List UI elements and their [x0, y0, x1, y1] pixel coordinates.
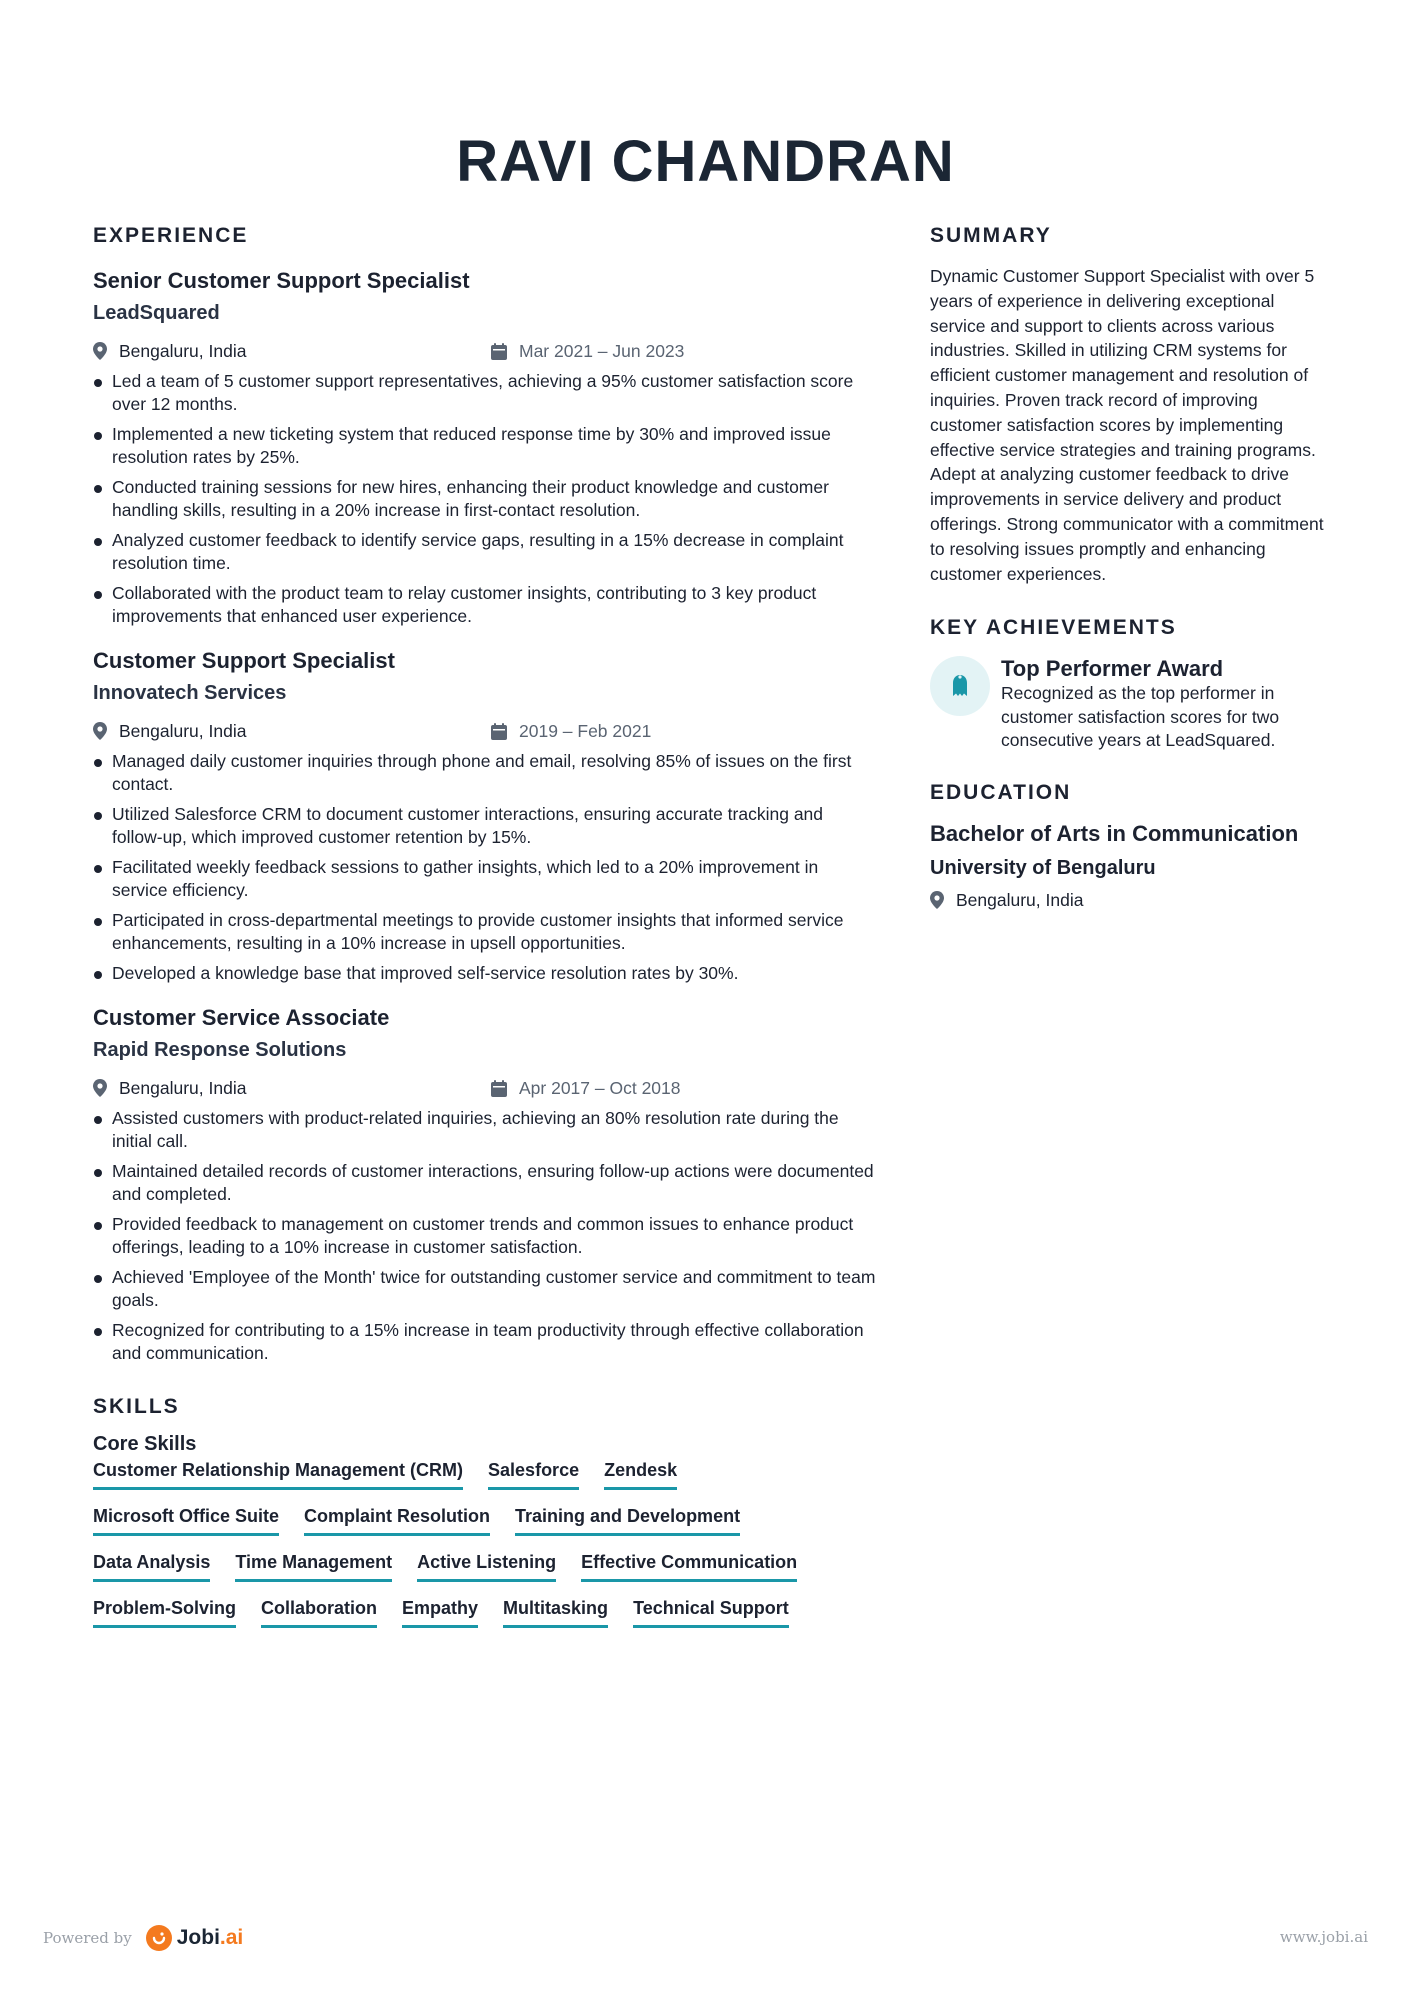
job-dates-text: Mar 2021 – Jun 2023 — [519, 340, 685, 361]
achievements-heading: KEY ACHIEVEMENTS — [930, 616, 1177, 640]
job-location — [93, 721, 491, 742]
job-company: LeadSquared — [93, 302, 220, 324]
job-title: Customer Support Specialist — [93, 648, 395, 673]
job-bullet: Maintained detailed records of customer interactions, ensuring follow-up actions were documented and completed. — [93, 1160, 878, 1206]
calendar-icon — [491, 343, 507, 360]
education-section — [930, 781, 1330, 911]
skill-tag: Complaint Resolution — [304, 1506, 490, 1536]
job-dates-text: 2019 – Feb 2021 — [519, 720, 652, 741]
skill-tag: Problem-Solving — [93, 1598, 236, 1628]
skill-tag: Zendesk — [604, 1460, 677, 1490]
skills-heading: SKILLS — [93, 1395, 180, 1418]
job-dates-text: Apr 2017 – Oct 2018 — [519, 1077, 681, 1098]
job-bullet: Assisted customers with product-related inquiries, achieving an 80% resolution rate during the initial call. — [93, 1107, 878, 1153]
achievement-title: Top Performer Award — [1001, 656, 1224, 682]
education-location — [930, 890, 1330, 911]
job-company: Rapid Response Solutions — [93, 1039, 347, 1061]
job-bullet: Conducted training sessions for new hires, enhancing their product knowledge and customer handling skills, resulting in a 20% increase in first-contact resolution. — [93, 476, 878, 522]
job-dates — [491, 721, 651, 742]
skill-tag: Technical Support — [633, 1598, 789, 1628]
job-dates — [491, 341, 684, 362]
job-bullet: Achieved 'Employee of the Month' twice for outstanding customer service and commitment to team goals. — [93, 1266, 878, 1312]
job-meta — [93, 1075, 878, 1101]
location-pin-icon — [93, 342, 107, 360]
job-entry — [93, 266, 878, 628]
skill-tag: Customer Relationship Management (CRM) — [93, 1460, 463, 1490]
experience-heading: EXPERIENCE — [93, 224, 249, 247]
skill-tag: Microsoft Office Suite — [93, 1506, 279, 1536]
jobi-brand-suffix: .ai — [219, 1926, 244, 1949]
calendar-icon — [491, 723, 507, 740]
job-title: Customer Service Associate — [93, 1005, 390, 1030]
summary-text: Dynamic Customer Support Specialist with over 5 years of experience in delivering exceptional service and support to clients across various industries. Skilled in utilizing CRM systems for efficient customer management and resolution of inquiries. Proven track record of improving customer satisfaction scores by implementing effective service strategies and training programs. Adept at analyzing customer feedback to drive improvements in service delivery and product offerings. Strong communicator with a commitment to resolving issues promptly and enhancing customer experiences. — [930, 266, 1324, 584]
jobi-logo-icon — [146, 1925, 172, 1951]
job-bullet: Analyzed customer feedback to identify service gaps, resulting in a 15% decrease in complaint resolution time. — [93, 529, 878, 575]
job-location — [93, 341, 491, 362]
skill-tag: Collaboration — [261, 1598, 377, 1628]
education-degree: Bachelor of Arts in Communication — [930, 820, 1299, 846]
footer-powered-by — [43, 1925, 243, 1951]
calendar-icon — [491, 1080, 507, 1097]
job-meta — [93, 718, 878, 744]
skill-row — [93, 1552, 878, 1582]
jobi-brand-main: Jobi — [176, 1926, 220, 1949]
resume-name: RAVI CHANDRAN — [456, 129, 955, 194]
summary-heading: SUMMARY — [930, 224, 1052, 247]
education-school: University of Bengaluru — [930, 856, 1156, 879]
achievement-description: Recognized as the top performer in customer satisfaction scores for two consecutive years at LeadSquared. — [1001, 683, 1280, 751]
job-meta — [93, 338, 878, 364]
education-heading: EDUCATION — [930, 780, 1072, 804]
job-bullet: Utilized Salesforce CRM to document customer interactions, ensuring accurate tracking and follow-up, which improved customer retention by 15%. — [93, 803, 878, 849]
job-location-text: Bengaluru, India — [119, 340, 247, 361]
achievement-body — [1001, 656, 1330, 753]
job-bullet: Facilitated weekly feedback sessions to gather insights, which led to a 20% improvement in service efficiency. — [93, 856, 878, 902]
powered-by-text: Powered by — [43, 1929, 132, 1947]
skill-tag: Empathy — [402, 1598, 478, 1628]
skill-row — [93, 1506, 878, 1536]
job-location-text: Bengaluru, India — [119, 720, 247, 741]
skill-tag: Active Listening — [417, 1552, 556, 1582]
location-pin-icon — [930, 891, 944, 909]
skill-list — [93, 1460, 878, 1628]
job-bullet: Collaborated with the product team to relay customer insights, contributing to 3 key product improvements that enhanced user experience. — [93, 582, 878, 628]
core-skills-heading: Core Skills — [93, 1433, 197, 1455]
skills-section — [93, 1395, 878, 1628]
job-bullet: Participated in cross-departmental meetings to provide customer insights that informed service enhancements, resulting in a 10% increase in upsell opportunities. — [93, 909, 878, 955]
skill-tag: Data Analysis — [93, 1552, 210, 1582]
skill-row — [93, 1460, 878, 1490]
right-column — [930, 224, 1330, 911]
skill-tag: Training and Development — [515, 1506, 740, 1536]
job-bullets — [93, 750, 878, 985]
job-bullet: Recognized for contributing to a 15% increase in team productivity through effective collaboration and communication. — [93, 1319, 878, 1365]
job-entry — [93, 646, 878, 985]
skill-tag: Salesforce — [488, 1460, 579, 1490]
job-location-text: Bengaluru, India — [119, 1077, 247, 1098]
education-location-text: Bengaluru, India — [956, 889, 1084, 910]
job-title: Senior Customer Support Specialist — [93, 268, 470, 293]
job-entry — [93, 1003, 878, 1365]
job-bullet: Provided feedback to management on customer trends and common issues to enhance product offerings, leading to a 10% increase in customer satisfaction. — [93, 1213, 878, 1259]
footer-website-link[interactable]: www.jobi.ai — [1279, 1928, 1368, 1946]
job-bullet: Managed daily customer inquiries through phone and email, resolving 85% of issues on the first contact. — [93, 750, 878, 796]
skill-tag: Time Management — [235, 1552, 392, 1582]
job-bullets — [93, 370, 878, 628]
achievement-item — [930, 656, 1330, 753]
location-pin-icon — [93, 1079, 107, 1097]
job-location — [93, 1078, 491, 1099]
left-column — [93, 224, 878, 1644]
achievements-section — [930, 616, 1330, 753]
job-company: Innovatech Services — [93, 682, 287, 704]
jobi-logo[interactable] — [146, 1925, 244, 1951]
jobi-brand-text — [177, 1926, 244, 1950]
job-bullet: Implemented a new ticketing system that reduced response time by 30% and improved issue resolution rates by 25%. — [93, 423, 878, 469]
skill-tag: Multitasking — [503, 1598, 608, 1628]
job-bullet: Developed a knowledge base that improved self-service resolution rates by 30%. — [93, 962, 878, 985]
ghost-icon — [930, 656, 990, 716]
location-pin-icon — [93, 722, 107, 740]
skill-tag: Effective Communication — [581, 1552, 797, 1582]
skill-row — [93, 1598, 878, 1628]
job-bullet: Led a team of 5 customer support representatives, achieving a 95% customer satisfaction score over 12 months. — [93, 370, 878, 416]
job-dates — [491, 1078, 681, 1099]
job-bullets — [93, 1107, 878, 1365]
